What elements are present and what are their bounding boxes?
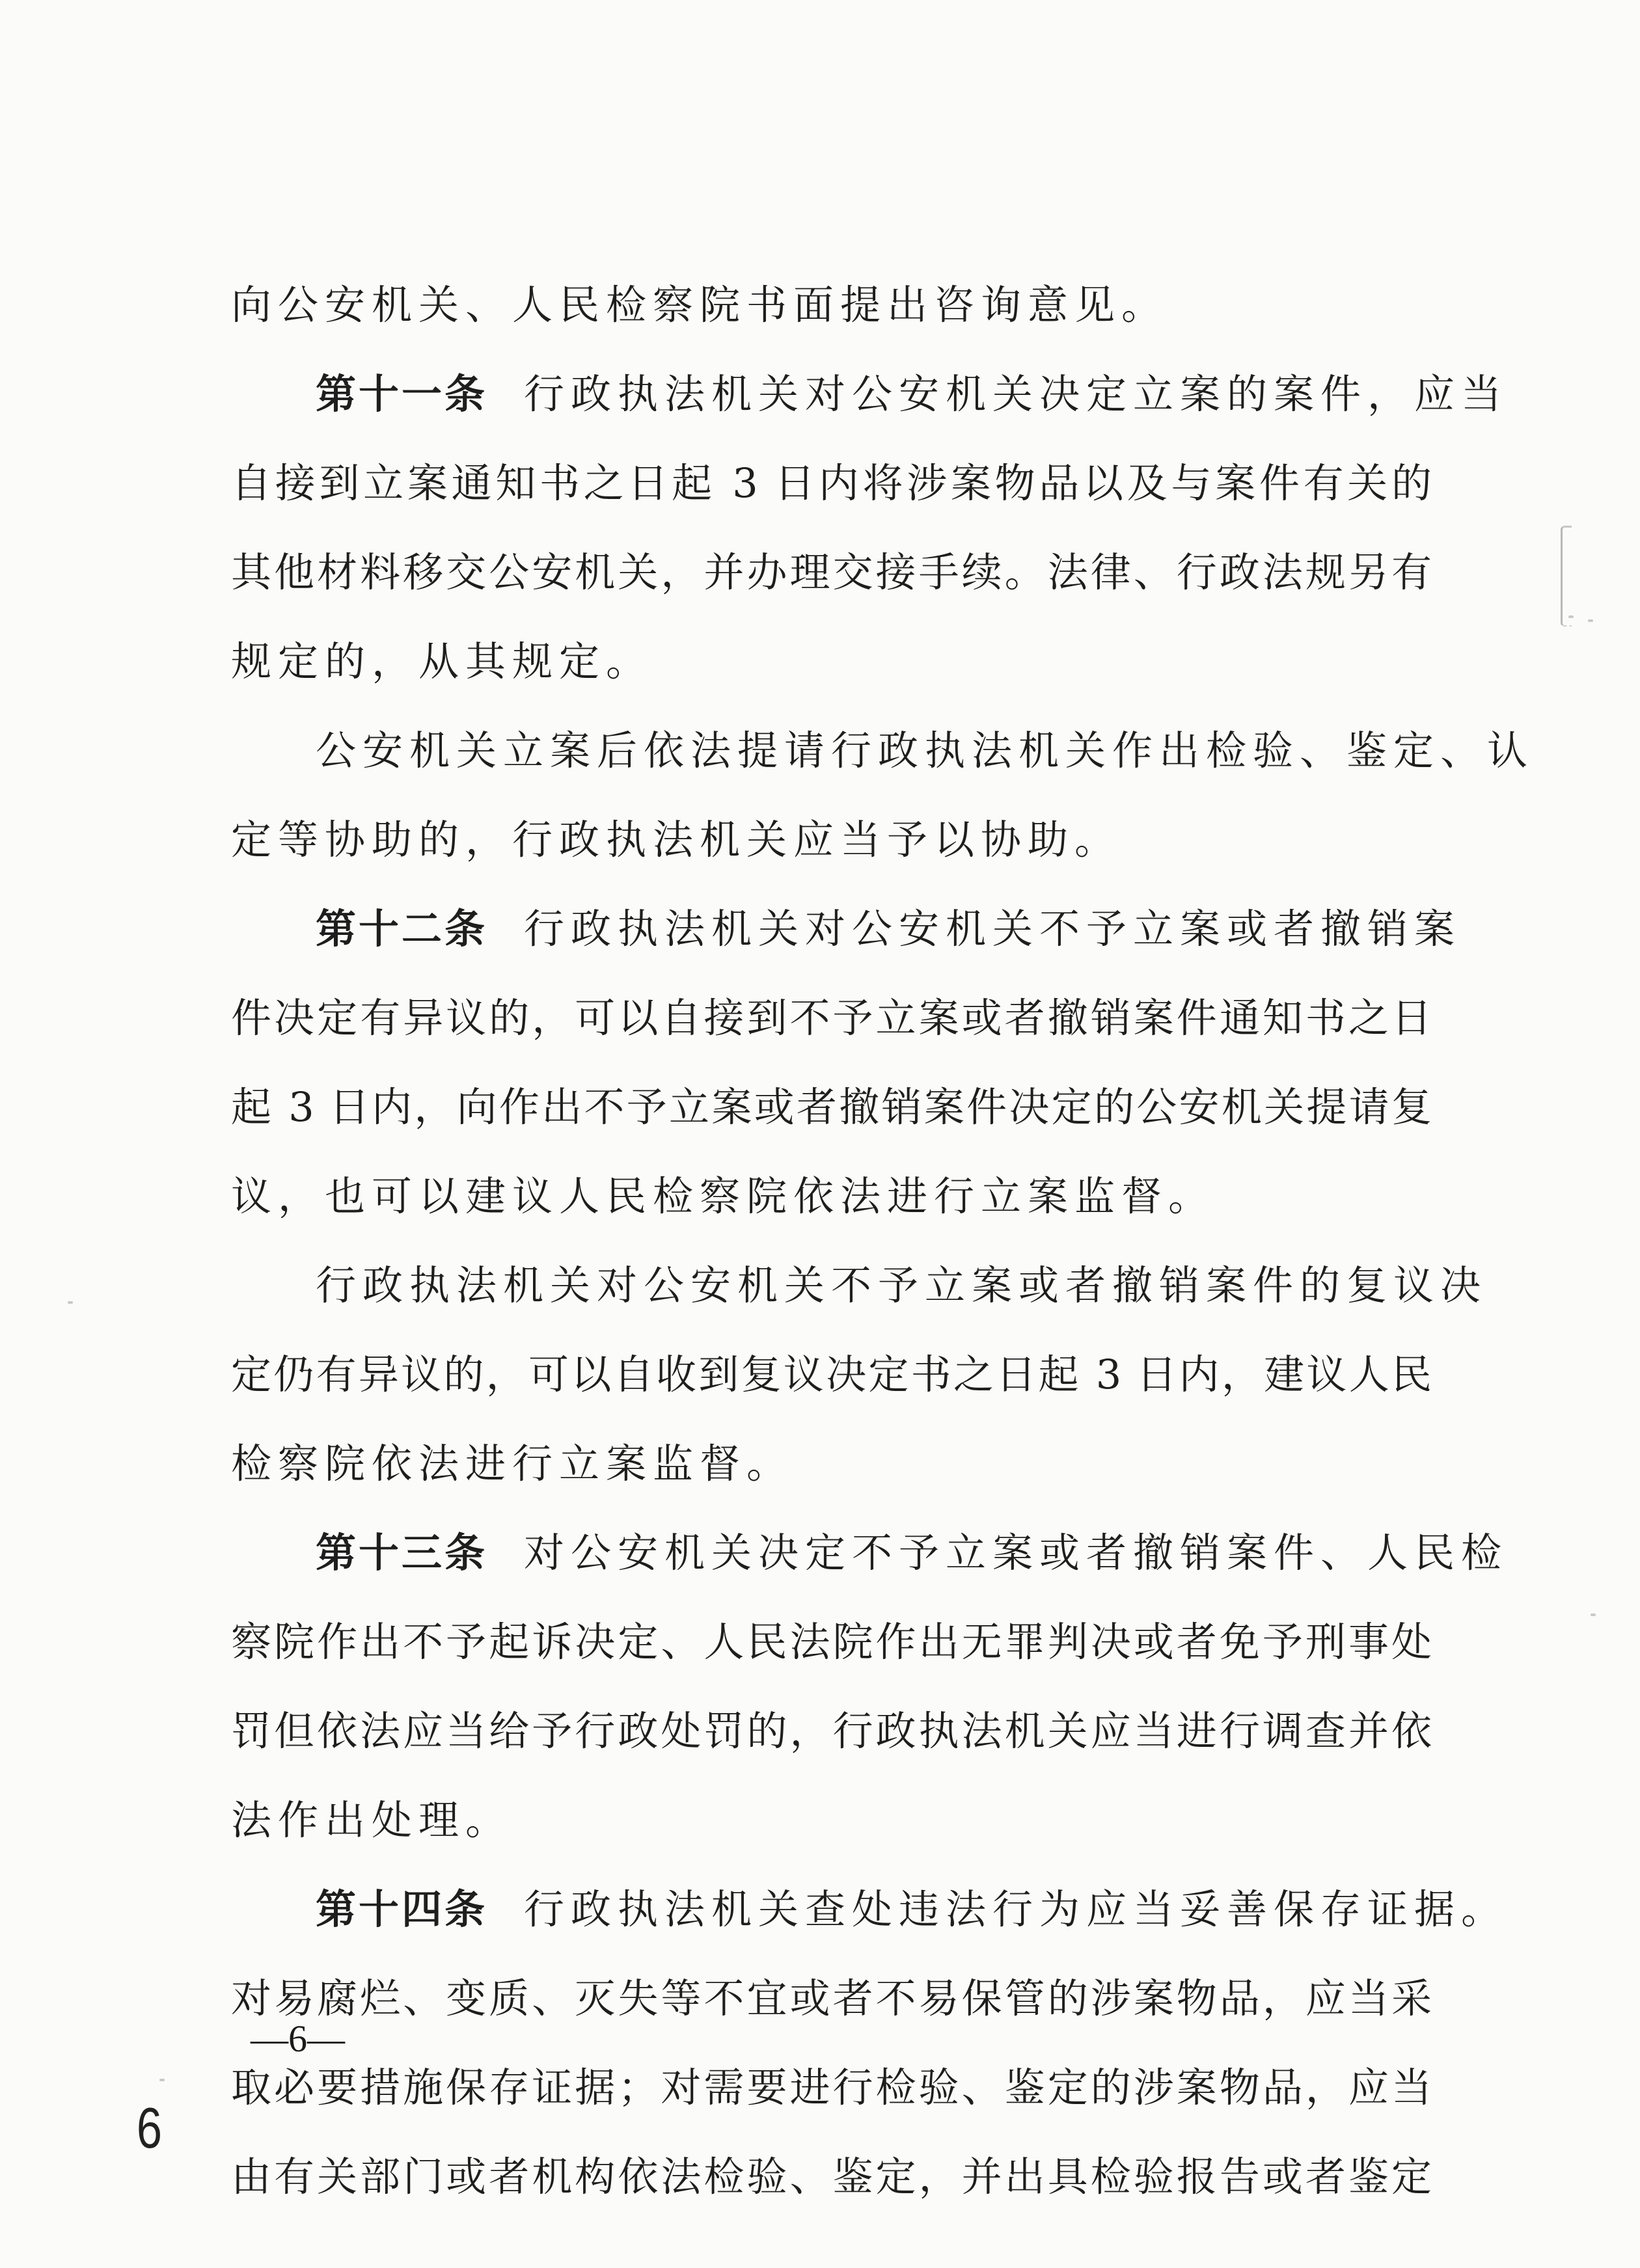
text-line: 对公安机关决定不予立案或者撤销案件、人民检 (524, 1529, 1509, 1576)
text-line: 起 3 日内，向作出不予立案或者撤销案件决定的公安机关提请复 (231, 1083, 1432, 1131)
scan-artifact-bracket (1561, 526, 1572, 627)
article-13-first-line (231, 1508, 1509, 1597)
text-line: 规定的，从其规定。 (231, 638, 653, 685)
scan-artifact-dot (159, 2079, 165, 2081)
stamp-page-number: 6 (136, 2096, 163, 2160)
text-line: 其他材料移交公安机关，并办理交接手续。法律、行政法规另有 (231, 548, 1432, 596)
text-line: 罚但依法应当给予行政处罚的，行政执法机关应当进行调查并依 (231, 1707, 1432, 1755)
text-line: 议，也可以建议人民检察院依法进行立案监督。 (231, 1172, 1216, 1220)
article-12-first-line (231, 884, 1462, 973)
text-line: 向公安机关、人民检察院书面提出咨询意见。 (231, 281, 1169, 329)
scan-artifact-dot (68, 1301, 73, 1304)
article-14-heading: 第十四条 (316, 1885, 488, 1933)
text-line: 行政执法机关对公安机关决定立案的案件，应当 (524, 370, 1509, 418)
text-line: 行政执法机关查处违法行为应当妥善保存证据。 (524, 1885, 1509, 1933)
text-line: 由有关部门或者机构依法检验、鉴定，并出具检验报告或者鉴定 (231, 2153, 1432, 2200)
text-line: 法作出处理。 (231, 1796, 513, 1844)
text-line: 自接到立案通知书之日起 3 日内将涉案物品以及与案件有关的 (231, 459, 1432, 507)
document-body (231, 260, 1535, 2221)
article-11-heading: 第十一条 (316, 370, 488, 418)
scan-artifact-dot (1588, 619, 1593, 622)
text-line: 检察院依法进行立案监督。 (231, 1440, 794, 1487)
article-11-first-line (231, 349, 1509, 439)
article-12-heading: 第十二条 (316, 905, 488, 952)
text-line: 公安机关立案后依法提请行政执法机关作出检验、鉴定、认 (316, 727, 1535, 774)
text-line: 定仍有异议的，可以自收到复议决定书之日起 3 日内，建议人民 (231, 1351, 1432, 1398)
text-line: 定等协助的，行政执法机关应当予以协助。 (231, 816, 1122, 863)
article-14-first-line (231, 1865, 1509, 1954)
scan-artifact-dot (1591, 1613, 1596, 1616)
scan-artifact-dot (1568, 615, 1574, 618)
text-line: 对易腐烂、变质、灭失等不宜或者不易保管的涉案物品，应当采 (231, 1975, 1432, 2022)
text-line: 取必要措施保存证据；对需要进行检验、鉴定的涉案物品，应当 (231, 2064, 1432, 2111)
text-line: 行政执法机关对公安机关不予立案或者撤销案件的复议决 (316, 1262, 1488, 1309)
text-line: 件决定有异议的，可以自接到不予立案或者撤销案件通知书之日 (231, 994, 1432, 1042)
page-number: —6— (251, 2018, 345, 2060)
article-13-heading: 第十三条 (316, 1529, 488, 1576)
text-line: 察院作出不予起诉决定、人民法院作出无罪判决或者免予刑事处 (231, 1618, 1432, 1666)
text-line: 行政执法机关对公安机关不予立案或者撤销案 (524, 905, 1462, 952)
